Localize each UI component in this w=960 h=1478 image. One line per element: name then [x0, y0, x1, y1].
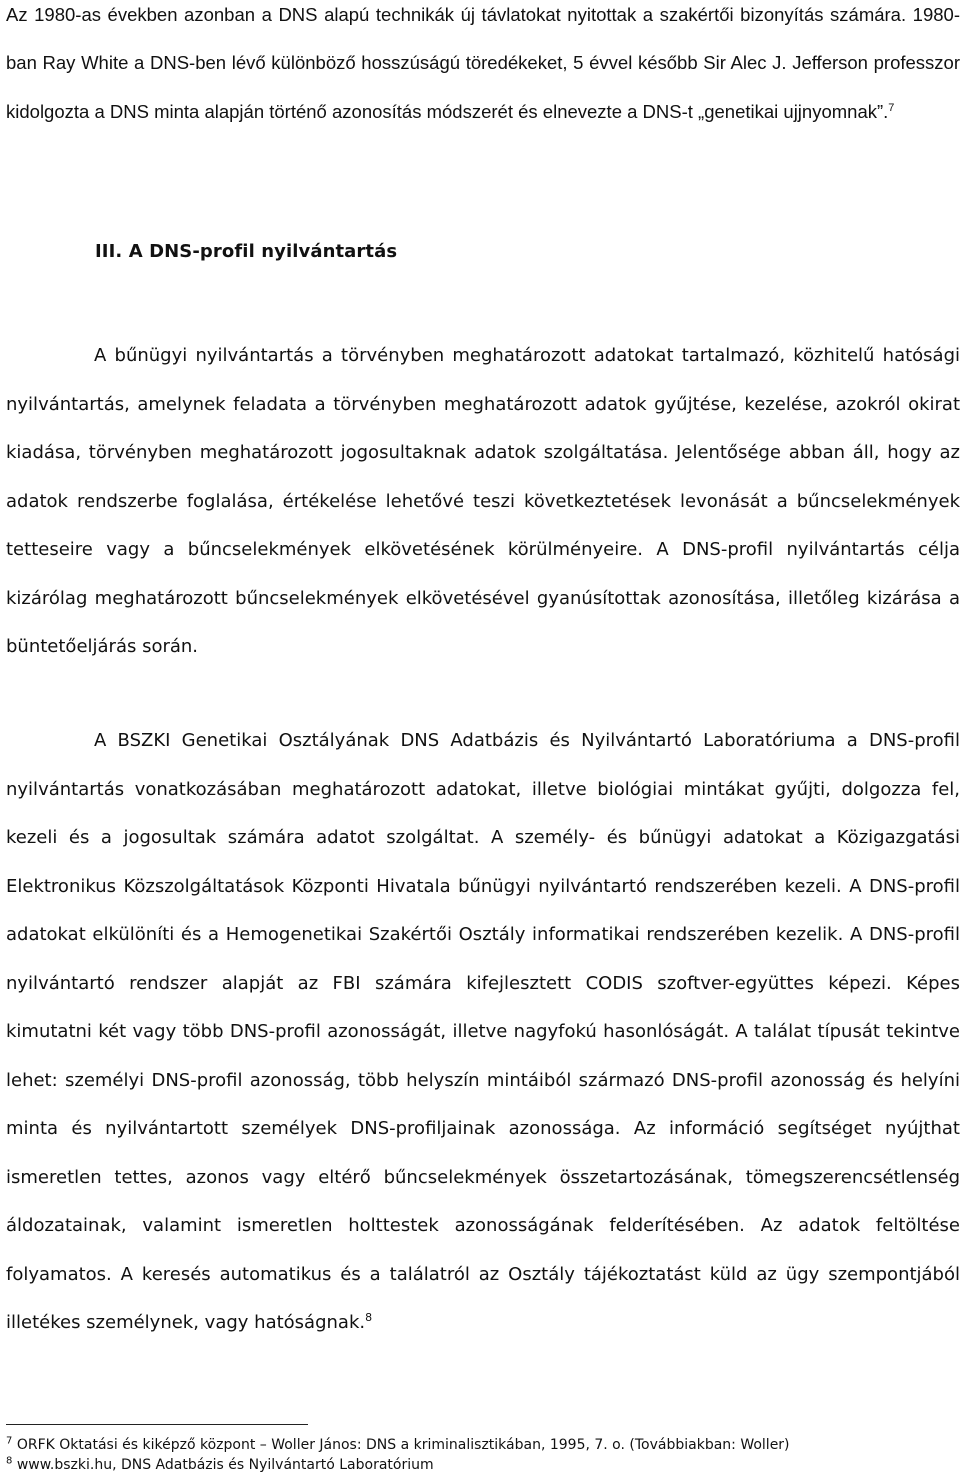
footnote-text: ORFK Oktatási és kiképző központ – Woller János: DNS a kriminalisztikában, 1995, 7. o. (Továbbiakban: Woller) [16, 1437, 790, 1453]
intro-paragraph-text: Az 1980-as években azonban a DNS alapú technikák új távlatokat nyitottak a szakértői bizonyítás számára. 1980-ban Ray White a DNS-ben lévő különböző hosszúságú töredékeket, 5 évvel később Sir Alec J. Jefferson professzor kidolgozta a DNS minta alapján történő azonosítás módszerét és elnevezte a DNS-t „genetikai ujjnyomnak”. [6, 4, 960, 122]
section-heading: III. A DNS-profil nyilvántartás [95, 241, 398, 262]
intro-paragraph [6, 0, 960, 136]
footnote-text: www.bszki.hu, DNS Adatbázis és Nyilvántartó Laboratórium [16, 1457, 434, 1473]
registry-paragraph [6, 332, 960, 672]
footnote-number: 8 [6, 1455, 13, 1467]
footnote-divider [6, 1424, 308, 1425]
footnote-ref-8[interactable]: 8 [365, 1311, 373, 1324]
bszki-paragraph [6, 717, 960, 1348]
footnote-ref-7[interactable]: 7 [888, 101, 895, 114]
footnote-number: 7 [6, 1435, 13, 1447]
footnote-8 [6, 1456, 434, 1474]
registry-paragraph-text: A bűnügyi nyilvántartás a törvényben meghatározott adatokat tartalmazó, közhitelű hatósági nyilvántartás, amelynek feladata a törvényben meghatározott adatok gyűjtése, kezelése, azokról okirat kiadása, törvényben meghatározott jogosultaknak adatok szolgáltatása. Jelentősége abban áll, hogy az adatok rendszerbe foglalása, értékelése lehetővé teszi következtetések levonását a bűncselekmények tetteseire vagy a bűncselekmények elkövetésének körülményeire. A DNS-profil nyilvántartás célja kizárólag meghatározott bűncselekmények elkövetésével gyanúsítottak azonosítása, illetőleg kizárása a büntetőeljárás során. [6, 345, 960, 657]
bszki-paragraph-text: A BSZKI Genetikai Osztályának DNS Adatbázis és Nyilvántartó Laboratóriuma a DNS-profil nyilvántartás vonatkozásában meghatározott adatokat, illetve biológiai mintákat gyűjti, dolgozza fel, kezeli és a jogosultak számára adatot szolgáltat. A személy- és bűnügyi adatokat a Közigazgatási Elektronikus Közszolgáltatások Központi Hivatala bűnügyi nyilvántartó rendszerében kezeli. A DNS-profil adatokat elkülöníti és a Hemogenetikai Szakértői Osztály informatikai rendszerében kezelik. A DNS-profil nyilvántartó rendszer alapját az FBI számára kifejlesztett CODIS szoftver-együttes képezi. Képes kimutatni két vagy több DNS-profil azonosságát, illetve nagyfokú hasonlóságát. A találat típusát tekintve lehet: személyi DNS-profil azonosság, több helyszín mintáiból származó DNS-profil azonosság és helyíni minta és nyilvántartott személyek DNS-profiljainak azonossága. Az információ segítséget nyújthat ismeretlen tettes, azonos vagy eltérő bűncselekmények összetartozásának, tömegszerencsétlenség áldozatainak, valamint ismeretlen holttestek azonosságának felderítésében. Az adatok feltöltése folyamatos. A keresés automatikus és a találatról az Osztály tájékoztatást küld az ügy szempontjából illetékes személynek, vagy hatóságnak. [6, 730, 960, 1333]
footnote-7 [6, 1436, 790, 1454]
